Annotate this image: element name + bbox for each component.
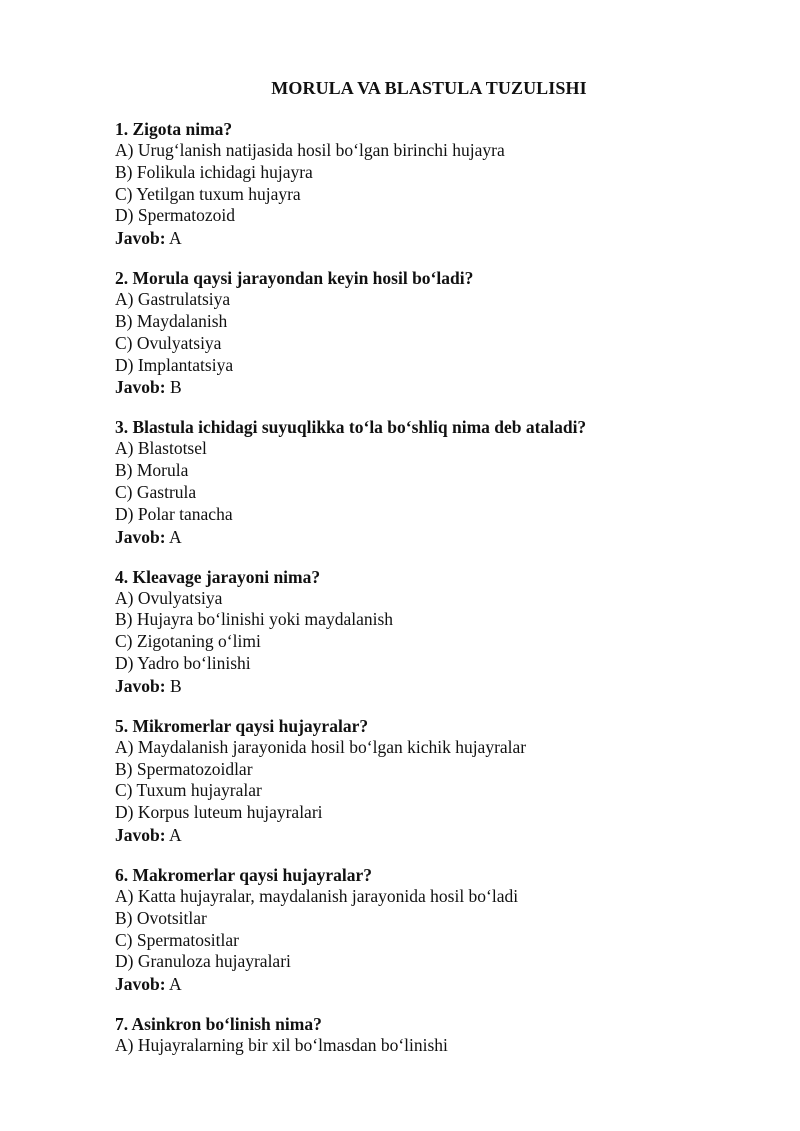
question-text: 2. Morula qaysi jarayondan keyin hosil bo‘ladi? (115, 268, 474, 289)
page-title: MORULA VA BLASTULA TUZULISHI (271, 78, 587, 98)
answer-line (115, 376, 755, 398)
option-a: A) Urug‘lanish natijasida hosil bo‘lgan birinchi hujayra (115, 140, 505, 160)
option-c: C) Tuxum hujayralar (115, 780, 262, 801)
answer-line (115, 227, 755, 249)
option-d: D) Implantatsiya (115, 354, 234, 375)
option-b: B) Morula (115, 460, 189, 481)
option-b: B) Ovotsitlar (115, 907, 207, 928)
answer-label: Javob: (115, 824, 166, 845)
question-text: 1. Zigota nima? (115, 119, 233, 139)
answer-line (115, 526, 755, 548)
option-b: B) Hujayra bo‘linishi yoki maydalanish (115, 609, 394, 630)
option-c: C) Yetilgan tuxum hujayra (115, 183, 301, 204)
option-c: C) Gastrula (115, 481, 197, 502)
option-a: A) Blastotsel (115, 438, 207, 459)
answer-line (115, 824, 755, 846)
question-text: 5. Mikromerlar qaysi hujayralar? (115, 715, 369, 736)
question-7 (115, 1013, 755, 1057)
question-6 (115, 864, 755, 995)
option-a: A) Katta hujayralar, maydalanish jarayonida hosil bo‘ladi (115, 885, 519, 906)
option-c: C) Zigotaning o‘limi (115, 631, 261, 652)
option-b: B) Folikula ichidagi hujayra (115, 161, 313, 182)
answer-line (115, 675, 755, 697)
question-3 (115, 416, 755, 547)
option-b: B) Maydalanish (115, 310, 228, 331)
answer-value: A (168, 974, 182, 995)
answer-line (115, 973, 755, 995)
question-4 (115, 566, 755, 697)
option-a: A) Maydalanish jarayonida hosil bo‘lgan kichik hujayralar (115, 736, 527, 757)
answer-label: Javob: (115, 675, 166, 696)
option-a: A) Hujayralarning bir xil bo‘lmasdan bo‘linishi (115, 1035, 448, 1056)
option-c: C) Spermatositlar (115, 929, 239, 950)
question-text: 3. Blastula ichidagi suyuqlikka to‘la bo‘shliq nima deb ataladi? (115, 417, 587, 438)
option-c: C) Ovulyatsiya (115, 332, 222, 353)
option-d: D) Granuloza hujayralari (115, 951, 291, 972)
option-a: A) Ovulyatsiya (115, 587, 223, 608)
question-text: 7. Asinkron bo‘linish nima? (115, 1014, 322, 1035)
option-b: B) Spermatozoidlar (115, 758, 253, 779)
answer-label: Javob: (115, 228, 166, 249)
answer-label: Javob: (115, 526, 166, 547)
question-text: 4. Kleavage jarayoni nima? (115, 566, 321, 587)
option-d: D) Polar tanacha (115, 503, 233, 524)
option-a: A) Gastrulatsiya (115, 289, 231, 310)
option-d: D) Spermatozoid (115, 205, 236, 226)
answer-label: Javob: (115, 974, 166, 995)
question-1 (115, 118, 755, 249)
question-5 (115, 715, 755, 846)
answer-value: B (169, 675, 182, 696)
answer-value: B (169, 377, 182, 398)
question-2 (115, 267, 755, 398)
option-d: D) Yadro bo‘linishi (115, 652, 251, 673)
question-text: 6. Makromerlar qaysi hujayralar? (115, 864, 372, 885)
answer-value: A (168, 824, 182, 845)
answer-value: A (168, 228, 182, 249)
answer-value: A (168, 526, 182, 547)
answer-label: Javob: (115, 377, 166, 398)
option-d: D) Korpus luteum hujayralari (115, 802, 323, 823)
question-list (115, 118, 755, 1057)
